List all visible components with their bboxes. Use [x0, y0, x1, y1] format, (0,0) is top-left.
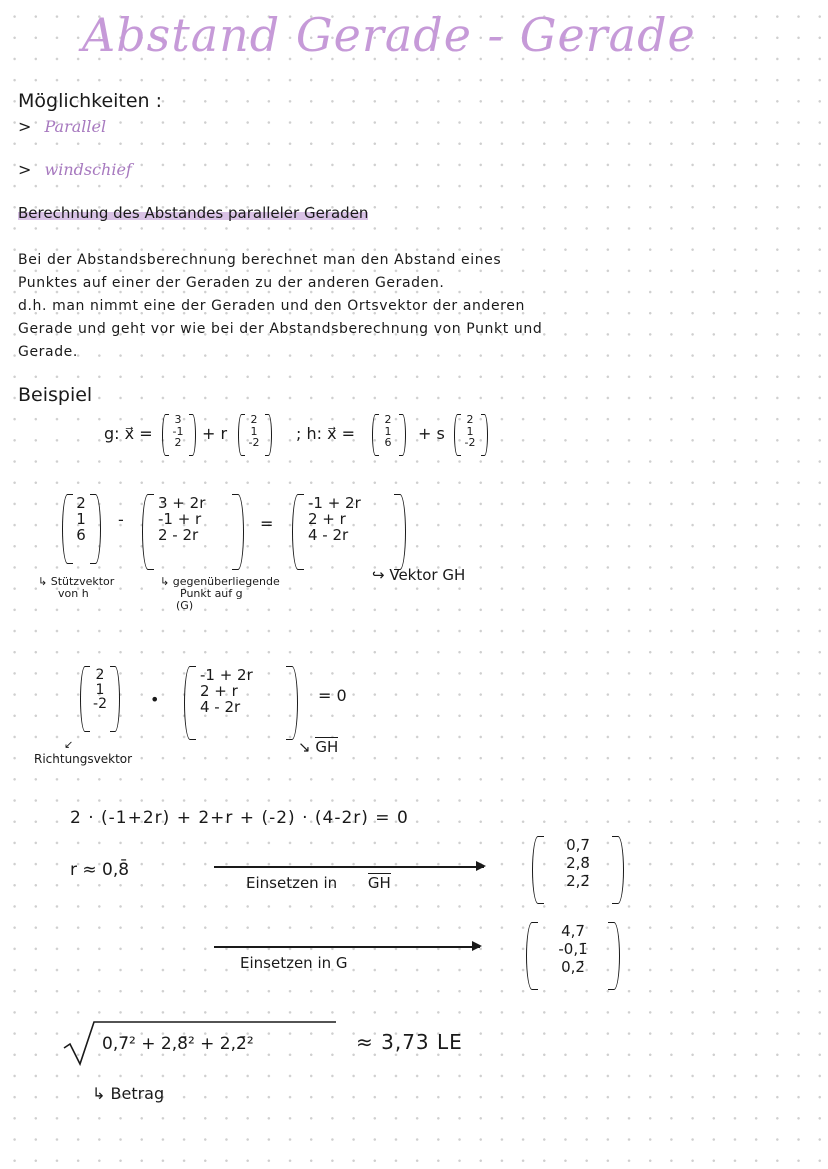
paren [110, 666, 120, 732]
paren [399, 414, 406, 456]
item-label: Parallel [44, 117, 107, 136]
vector-entry: 2 + r [308, 509, 346, 528]
vector-entry: 1 [250, 424, 258, 438]
note-line: von h [58, 587, 89, 601]
g-prefix: g: x⃗ = [104, 424, 153, 443]
example-label: Beispiel [18, 384, 93, 406]
step1-v1 [70, 496, 92, 543]
vector-entry: 1 [95, 681, 105, 698]
section-heading: Berechnung des Abstandes paralleler Geraden [18, 204, 369, 222]
magnitude-expression: 0,7̄² + 2,8̄² + 2,2̄² [102, 1034, 254, 1054]
paren [265, 414, 272, 456]
item-label: windschief [44, 160, 132, 179]
paren [232, 494, 244, 570]
g-support-vector [167, 414, 189, 449]
vector-entry: 6 [76, 525, 86, 544]
insert-gh-label [246, 874, 391, 892]
possibility-item-windschief [18, 160, 132, 179]
vector-entry: -2 [464, 436, 476, 450]
paren [90, 494, 101, 564]
vector-entry: 1 [76, 509, 86, 528]
vector-entry: 2 [95, 667, 105, 683]
note-line: ↳ gegenüberliegende [160, 575, 280, 588]
insert-text: Einsetzen in [246, 874, 338, 892]
page-title: Abstand Gerade - Gerade [82, 8, 696, 62]
note-opposite-point [160, 576, 280, 612]
vector-entry: 2 [76, 494, 86, 512]
vector-entry: 2 + r [200, 681, 238, 700]
paren [526, 922, 538, 990]
step2-gh [194, 668, 282, 715]
arrow-right-icon [214, 866, 484, 868]
vector-entry: 1 [384, 424, 392, 438]
dot-operator: • [150, 690, 160, 709]
step1-result [302, 496, 394, 543]
note-line: ↳ Stützvektor [38, 575, 115, 588]
insert-g-label: Einsetzen in G [240, 954, 348, 972]
r-value: r ≈ 0,8̄ [70, 860, 130, 880]
paragraph-line: Punktes auf einer der Geraden zu der anderen Geraden. [18, 275, 445, 291]
vector-entry: -1 + r [158, 509, 202, 528]
vector-entry: -2 [93, 696, 107, 713]
h-direction-vector [459, 414, 481, 449]
arrow-icon: ↘ [298, 738, 311, 756]
vector-entry: 4 - 2r [308, 525, 349, 544]
gh-result-vector [546, 836, 610, 890]
paren [532, 836, 544, 904]
vector-entry: 2 [250, 413, 258, 426]
g-param: + r [202, 424, 228, 443]
paragraph-line: d.h. man nimmt eine der Geraden und den Ortsvektor der anderen [18, 298, 525, 314]
curved-arrow-icon: ↪ [372, 566, 385, 584]
gh-label [298, 738, 338, 756]
vector-entry: 4 - 2r [200, 697, 241, 716]
vector-entry: 3 + 2r [158, 494, 206, 512]
vector-entry: 2 - 2r [158, 525, 199, 544]
gh-text: GH [315, 738, 339, 756]
step1-v2 [152, 496, 230, 543]
vector-entry: 2 [466, 413, 474, 426]
note-line: (G) [176, 599, 194, 613]
vector-entry: 2,2̄ [566, 872, 590, 890]
paren [608, 922, 620, 990]
h-support-vector [377, 414, 399, 449]
vector-entry: 2,8̄ [566, 854, 590, 872]
g-result-vector [540, 922, 606, 976]
vector-entry: 0,7̄ [566, 836, 590, 854]
vector-entry: 1 [466, 424, 474, 438]
paren [286, 666, 298, 740]
vector-entry: -1 + 2r [200, 666, 253, 684]
possibility-item-parallel [18, 117, 106, 136]
direction-vector-label: Richtungsvektor [34, 752, 133, 766]
vector-entry: 6 [384, 436, 392, 450]
vector-entry: -2 [248, 436, 260, 450]
g-direction-vector [243, 414, 265, 449]
possibilities-heading: Möglichkeiten : [18, 90, 163, 112]
paren [394, 494, 406, 570]
minus-sign: - [118, 510, 124, 529]
h-prefix: ; h: x⃗ = [296, 424, 356, 443]
h-param: + s [418, 424, 445, 443]
vector-entry: 3 [174, 413, 182, 426]
scalar-equation: 2 · (-1+2r) + 2+r + (-2) · (4-2r) = 0 [70, 808, 409, 828]
vector-entry: 2 [174, 436, 182, 450]
magnitude-note: ↳ Betrag [92, 1084, 165, 1103]
vector-entry: -0,1̄ [558, 940, 588, 958]
paragraph-line: Gerade. [18, 344, 78, 360]
equals-sign: = [260, 514, 274, 533]
arrow-up-icon: ↙ [64, 738, 74, 751]
note-label: Vektor GH [389, 566, 466, 584]
vector-entry: 0,2̄ [561, 958, 585, 976]
note-support-vector [38, 576, 114, 600]
paren [481, 414, 488, 456]
paragraph-line: Bei der Abstandsberechnung berechnet man den Abstand eines [18, 252, 502, 268]
note-vector-gh [372, 566, 465, 584]
paren [612, 836, 624, 904]
vector-entry: -1 + 2r [308, 494, 361, 512]
item-marker: > [18, 117, 32, 136]
vector-entry: 4,7̄ [561, 922, 585, 940]
arrow-right-icon [214, 946, 480, 948]
paren [189, 414, 196, 456]
vector-entry: 2 [384, 413, 392, 426]
magnitude-result: ≈ 3,73 LE [356, 1030, 463, 1054]
equals-zero: = 0 [318, 686, 347, 705]
item-marker: > [18, 160, 32, 179]
step2-direction [88, 668, 112, 712]
vector-entry: -1 [172, 424, 184, 438]
note-line: Punkt auf g [180, 587, 243, 601]
paragraph-line: Gerade und geht vor wie bei der Abstandsberechnung von Punkt und [18, 321, 543, 337]
gh-text: GH [367, 874, 391, 892]
